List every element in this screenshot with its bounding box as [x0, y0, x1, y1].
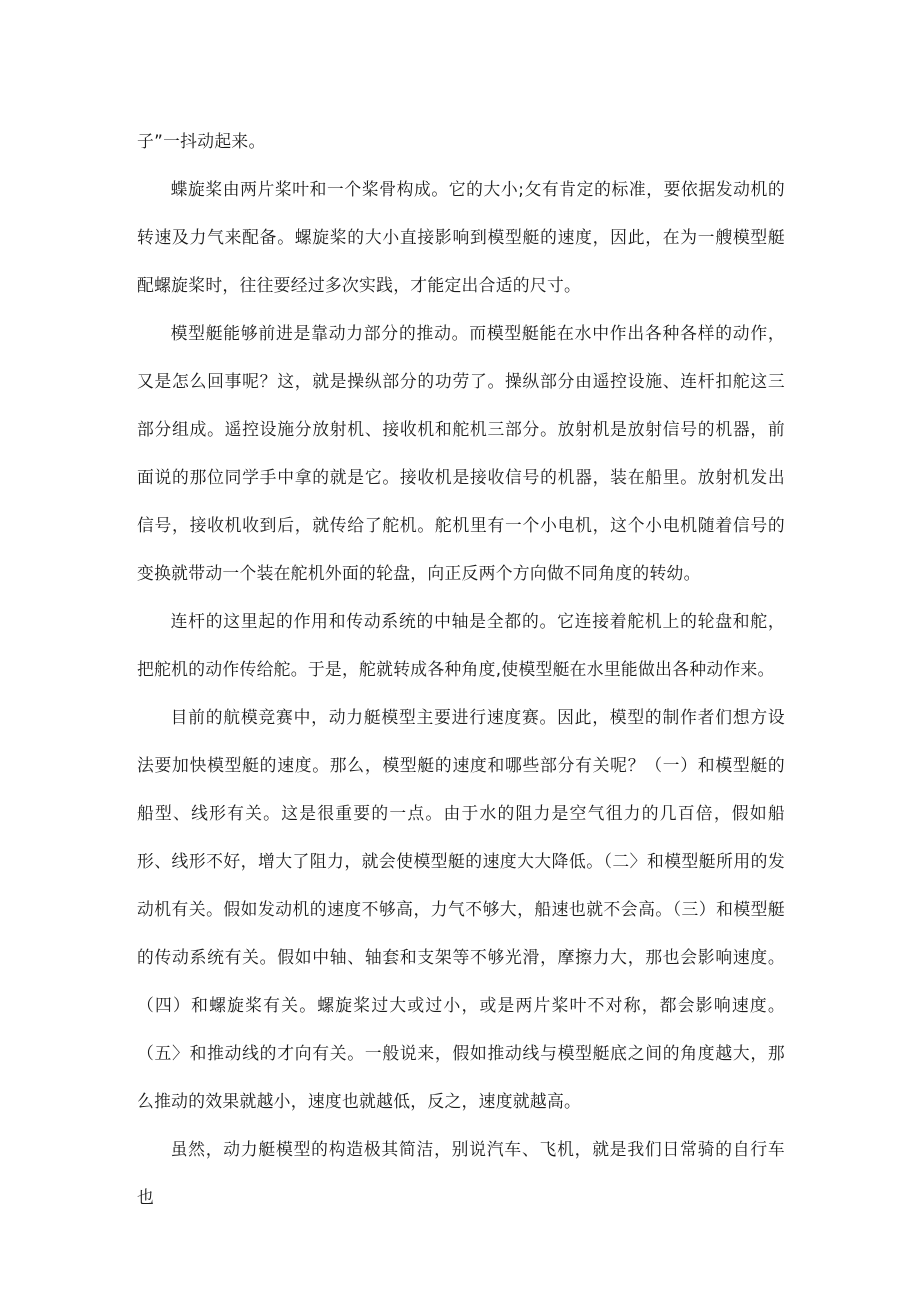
- paragraph-2: 蝶旋桨由两片桨叶和一个桨骨构成。它的大小;攵有肯定的标准，要依据发动机的转速及力气来配备。螺旋桨的大小直接影响到模型艇的速度，因此，在为一艘模型艇配螺旋桨时，往往要经过多次实践，才能定出合适的尺寸。: [137, 179, 785, 295]
- paragraph-3: 模型艇能够前进是靠动力部分的推动。而模型艇能在水中作出各种各样的动作，又是怎么回事呢？这，就是操纵部分的功劳了。操纵部分由遥控设施、连杆扣舵这三部分组成。遥控设施分放射机、接收机和舵机三部分。放射机是放射信号的机器，前面说的那位同学手中拿的就是它。接收机是接收信号的机器，装在船里。放射机发出信号，接收机收到后，就传给了舵机。舵机里有一个小电机，这个小电机随着信号的变换就带动一个装在舵机外面的轮盘，向正反两个方向做不同角度的转幼。: [137, 323, 785, 583]
- paragraph-1: 子”一抖动起来。: [137, 131, 266, 151]
- paragraph-6: 虽然，动力艇模型的构造极其简洁，别说汽车、飞机，就是我们日常骑的自行车也: [137, 1139, 785, 1207]
- paragraph-5: 目前的航模竞赛中，动力艇模型主要进行速度赛。因此，模型的制作者们想方设法要加快模型艇的速度。那么，模型艇的速度和哪些部分有关呢？（一）和模型艇的船型、线形有关。这是很重要的一点。由于水的阻力是空气徂力的几百倍，假如船形、线形不好，增大了阻力，就会使模型艇的速度大大降低。（二〉和模型艇所用的发动机有关。假如发动机的速度不够高，力气不够大，船速也就不会高。（三）和模型艇的传动系统有关。假如中轴、轴套和支架等不够光滑，摩擦力大，那也会影响速度。（四）和螺旋桨有关。螺旋桨过大或过小，或是两片桨叶不对称，都会影响速度。（五〉和推动线的才向有关。一般说来，假如推动线与模型艇底之间的角度越大，那么推动的效果就越小，速度也就越低，反之，速度就越高。: [137, 707, 785, 1111]
- document-body: [137, 117, 785, 1221]
- paragraph-4: 连杆的这里起的作用和传动系统的中轴是全都的。它连接着舵机上的轮盘和舵，把舵机的动作传给舵。于是，舵就转成各种角度,使模型艇在水里能做出各种动作来。: [137, 611, 785, 679]
